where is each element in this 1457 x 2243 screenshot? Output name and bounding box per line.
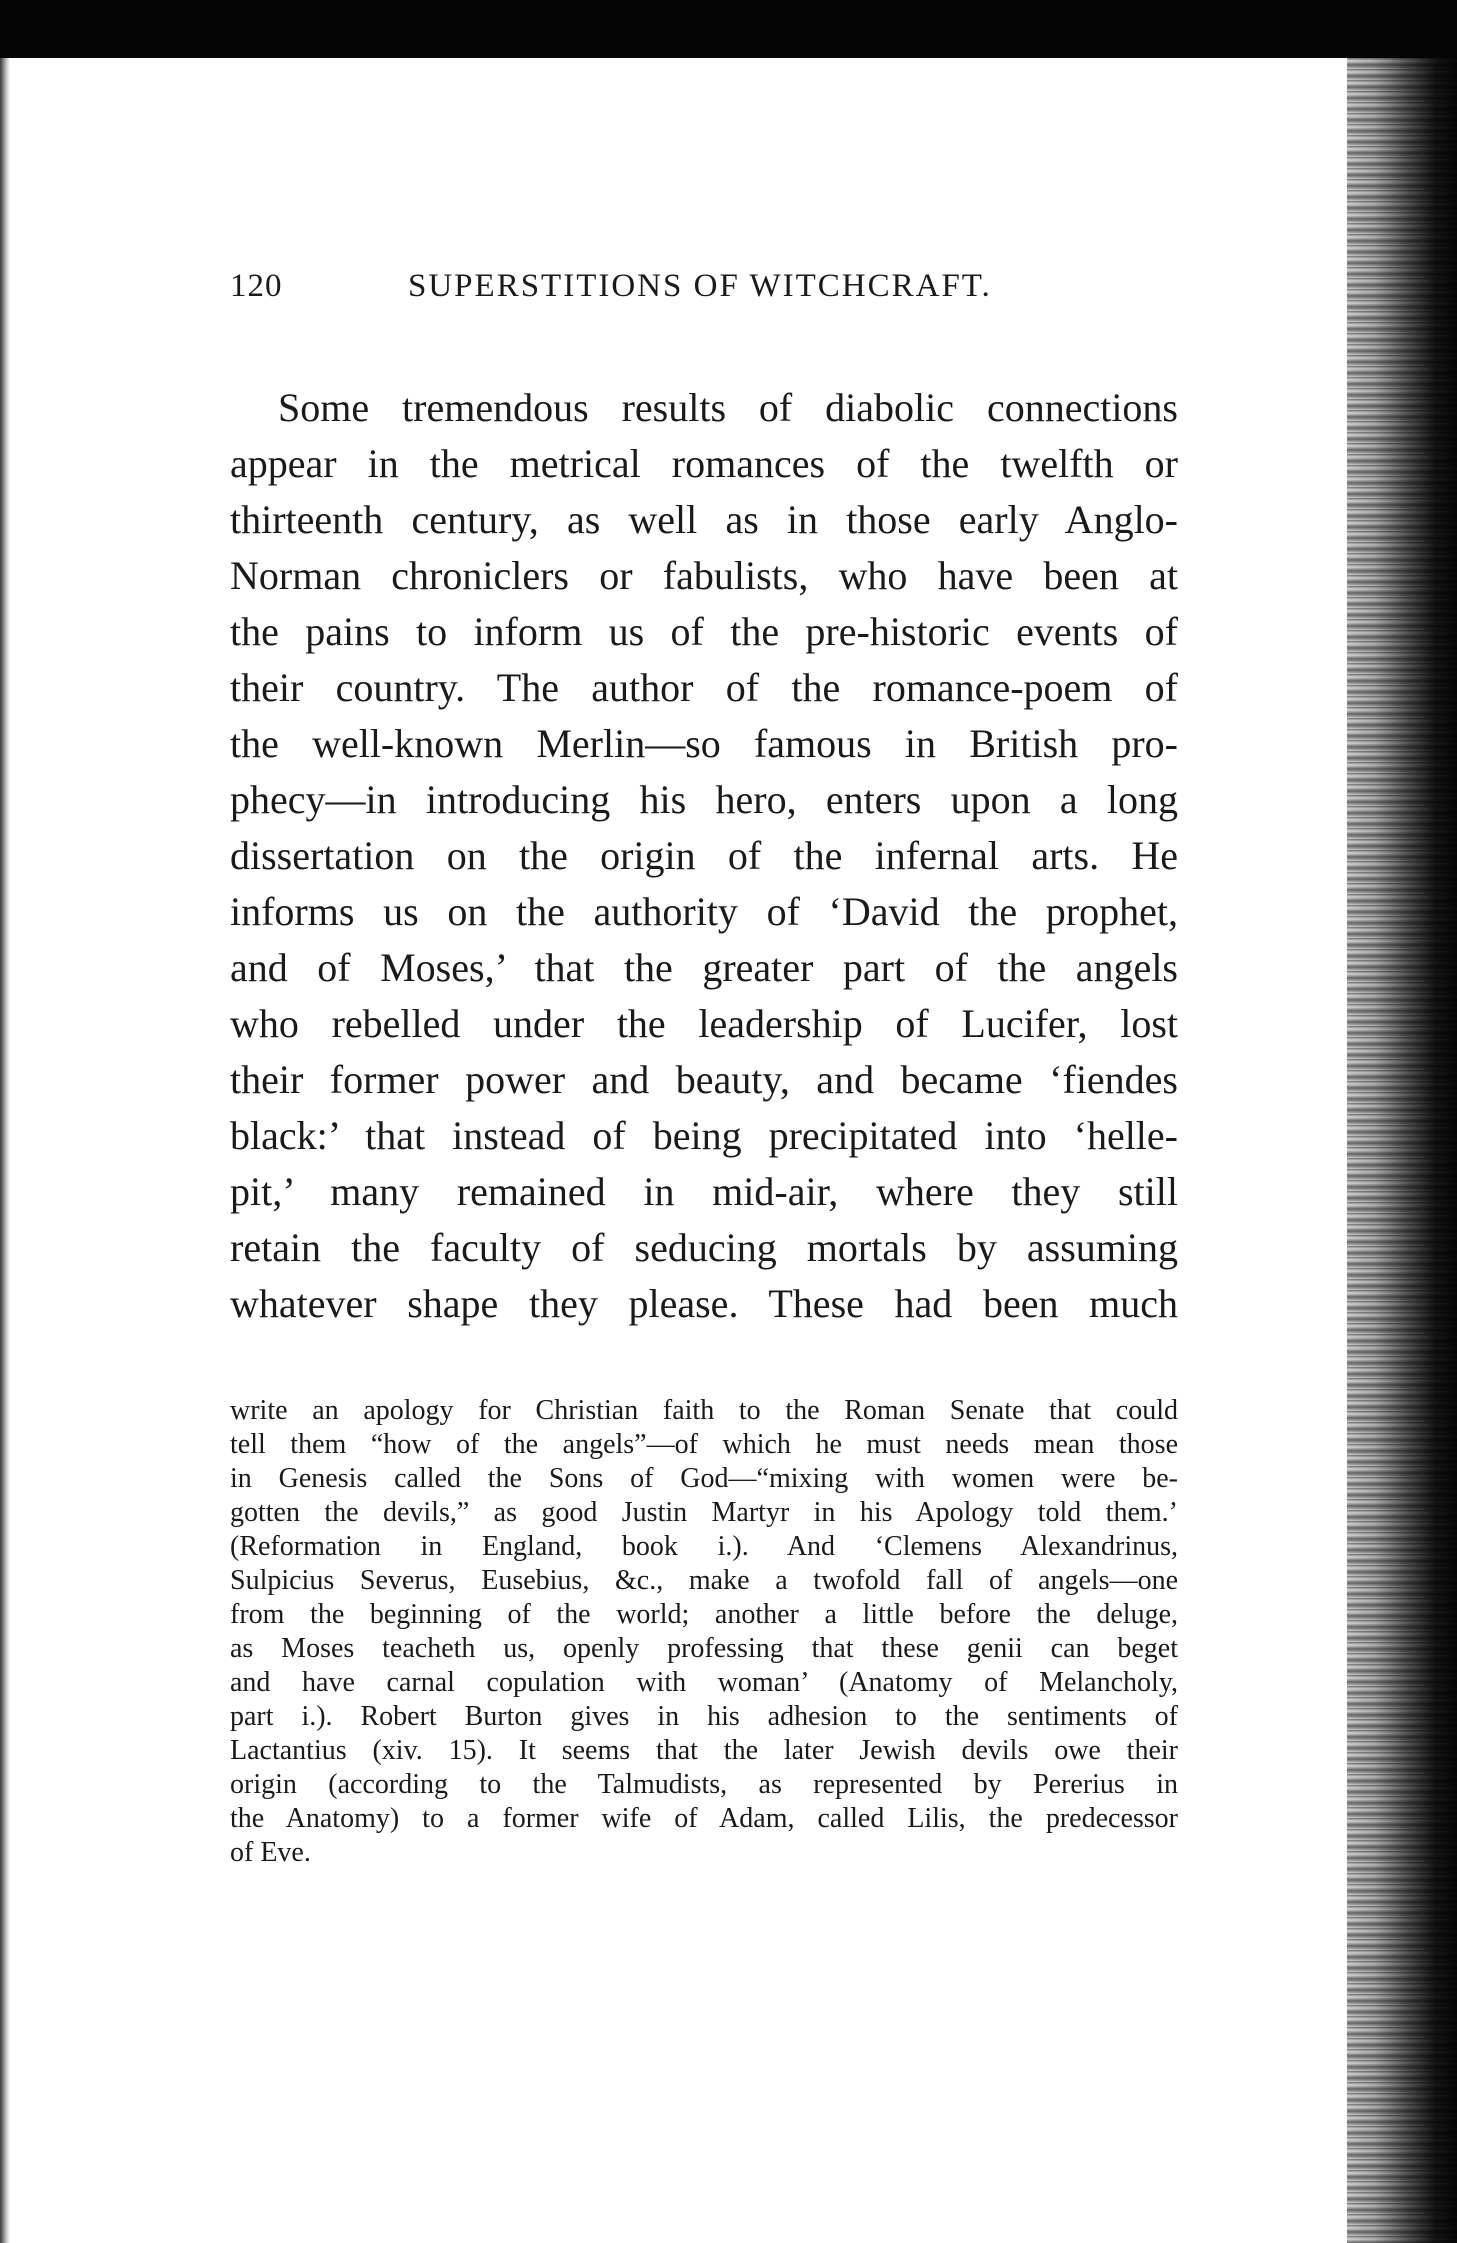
scan-left-edge [0,58,10,2243]
footnote-line: as Moses teacheth us, openly professing that these genii can beget [230,1633,1178,1664]
body-line: whatever shape they please. These had been much [230,1281,1178,1326]
footnote-line: Sulpicius Severus, Eusebius, &c., make a twofold fall of angels—one [230,1565,1178,1596]
footnote-line: and have carnal copulation with woman’ (Anatomy of Melancholy, [230,1667,1178,1698]
scan-right-edge [1347,58,1457,2243]
footnote-line: (Reformation in England, book i.). And ‘Clemens Alexandrinus, [230,1531,1178,1562]
body-line: informs us on the authority of ‘David the prophet, [230,889,1178,934]
footnote-line: origin (according to the Talmudists, as represented by Pererius in [230,1769,1178,1800]
footnote-line: from the beginning of the world; another a little before the deluge, [230,1599,1178,1630]
body-line: pit,’ many remained in mid-air, where they still [230,1169,1178,1214]
body-line: Some tremendous results of diabolic connections [278,385,1178,430]
body-line: thirteenth century, as well as in those early Anglo- [230,497,1178,542]
body-line: phecy—in introducing his hero, enters upon a long [230,777,1178,822]
body-line: their former power and beauty, and became ‘fiendes [230,1057,1178,1102]
body-line: black:’ that instead of being precipitated into ‘helle- [230,1113,1178,1158]
body-line: Norman chroniclers or fabulists, who have been at [230,553,1178,598]
footnote-line: the Anatomy) to a former wife of Adam, called Lilis, the predecessor [230,1803,1178,1834]
footnote-line: of Eve. [230,1837,311,1868]
body-paragraph [230,380,1178,1332]
footnote-line: write an apology for Christian faith to the Roman Senate that could [230,1395,1178,1426]
body-line: and of Moses,’ that the greater part of the angels [230,945,1178,990]
footnote-line: tell them “how of the angels”—of which he must needs mean those [230,1429,1178,1460]
footnote-line: gotten the devils,” as good Justin Martyr in his Apology told them.’ [230,1497,1178,1528]
body-line: appear in the metrical romances of the twelfth or [230,441,1178,486]
book-page [230,258,1178,1870]
footnote [230,1394,1178,1870]
body-line: who rebelled under the leadership of Lucifer, lost [230,1001,1178,1046]
body-line: dissertation on the origin of the infernal arts. He [230,833,1178,878]
body-line: their country. The author of the romance-poem of [230,665,1178,710]
footnote-line: part i.). Robert Burton gives in his adhesion to the sentiments of [230,1701,1178,1732]
body-line: the pains to inform us of the pre-historic events of [230,609,1178,654]
body-line: the well-known Merlin—so famous in British pro- [230,721,1178,766]
footnote-line: in Genesis called the Sons of God—“mixing with women were be- [230,1463,1178,1494]
running-title: SUPERSTITIONS OF WITCHCRAFT. [408,268,992,304]
scan-top-border [0,0,1457,58]
footnote-line: Lactantius (xiv. 15). It seems that the later Jewish devils owe their [230,1735,1178,1766]
page-number: 120 [230,268,283,304]
body-line: retain the faculty of seducing mortals by assuming [230,1225,1178,1270]
running-head [230,258,1178,318]
